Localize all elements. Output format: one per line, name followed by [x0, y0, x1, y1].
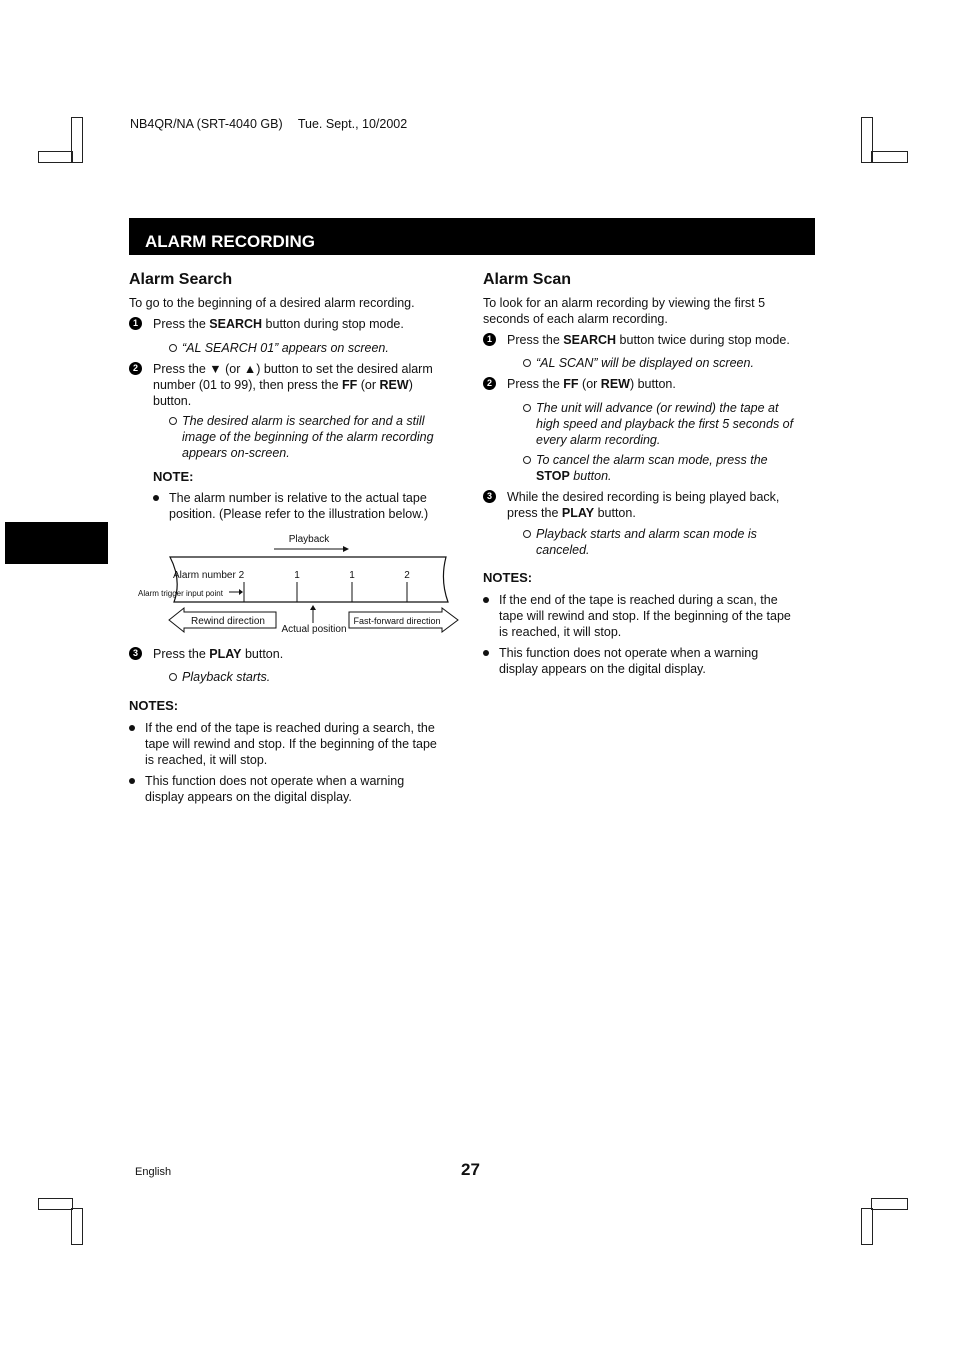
- search-button-label: SEARCH: [563, 333, 617, 347]
- down-arrow-icon: ▼: [209, 362, 222, 376]
- doc-date: Tue. Sept., 10/2002: [297, 117, 408, 131]
- playback-label: Playback: [288, 534, 330, 545]
- crop-mark-bottom-left-v: [71, 1208, 83, 1245]
- fastforward-label: Fast-forward direction: [353, 616, 441, 626]
- footer-language: English: [135, 1166, 172, 1178]
- actual-position-label: Actual position: [281, 624, 347, 635]
- step-number: 3: [129, 647, 142, 660]
- trigger-label: Alarm trigger input point: [138, 589, 223, 598]
- alarm-search-title: Alarm Search: [129, 271, 233, 288]
- playback-arrow-head: [343, 546, 349, 552]
- search-button-label: SEARCH: [209, 317, 263, 331]
- page-number: 27: [461, 1160, 480, 1179]
- search-note-heading: NOTE:: [153, 469, 194, 484]
- step-number: 3: [483, 490, 496, 503]
- section-banner: [129, 218, 815, 255]
- step-number: 1: [129, 317, 142, 330]
- tape-number-3: 2: [404, 570, 410, 581]
- step-number: 1: [483, 333, 496, 346]
- alarm-scan-title: Alarm Scan: [483, 271, 572, 288]
- alarm-search-intro: To go to the beginning of a desired alarm recording.: [129, 296, 415, 310]
- rewind-label: Rewind direction: [191, 616, 265, 627]
- step-number: 2: [129, 362, 142, 375]
- tape-number-1: 1: [294, 570, 300, 581]
- crop-mark-bottom-left-h: [38, 1198, 73, 1210]
- side-tab: [5, 522, 108, 564]
- tape-diagram-svg: [136, 530, 462, 640]
- alarm-scan-intro: To look for an alarm recording by viewing the first 5 seconds of each alarm recording.: [483, 296, 766, 326]
- up-arrow-icon: ▲: [243, 362, 257, 376]
- alarm-scan-section: Alarm Scan To look for an alarm recording by viewing the first 5 seconds of each alarm recording. 1 Press the SEARCH button twice during stop mode. “AL SCAN” will be displayed on screen. 2 Press the FF (or REW) button. The unit will advance (or rewind) the tape at high speed and playback the first 5 seconds of every alarm recording. To cancel the alarm scan mode, press the STOP button. 3 While the desired recording is being played back, press the PLAY button. Playback starts and alarm scan mode is canceled. NOTES: If the end of the tape is reached during a scan, the tape will rewind and stop. If the beginning of the tape is reached, it will stop. This function does not operate when a warning display appears on the digital display.: [483, 270, 815, 690]
- search-notes-heading: NOTES:: [129, 698, 179, 713]
- stop-button-label: STOP: [536, 469, 570, 483]
- crop-mark-top-left-h: [38, 151, 73, 163]
- scan-notes-heading: NOTES:: [483, 570, 533, 585]
- step-number: 2: [483, 377, 496, 390]
- trigger-arrow-head: [239, 589, 243, 595]
- crop-mark-bottom-right-v: [861, 1208, 873, 1245]
- tape-number-2: 1: [349, 570, 355, 581]
- doc-code: NB4QR/NA (SRT-4040 GB): [130, 117, 283, 131]
- play-button-label: PLAY: [561, 506, 595, 520]
- crop-mark-bottom-right-h: [871, 1198, 908, 1210]
- tape-position-diagram: [136, 530, 462, 645]
- alarm-number-label: Alarm number 2: [173, 570, 245, 581]
- alarm-search-section: Alarm Search To go to the beginning of a desired alarm recording. 1 Press the SEARCH button during stop mode. “AL SEARCH 01” appears on screen. 2 Press the ▼ (or ▲) button to set the desired alarm number (01 to 99), then press the FF (or REW) button. The desired alarm is searched for and a still image of the beginning of the alarm recording appears on-screen. NOTE: The alarm number is relative to the actual tape position. (Please refer to the illustration below.) 3 Press the PLAY button. Playback starts. NOTES: If the end of the tape is reached during a search, the tape will rewind and stop. If the beginning of the tape is reached, it will stop. This function does not operate when a warning display appears on the digital display.: [129, 271, 437, 804]
- crop-mark-top-right-h: [871, 151, 908, 163]
- banner-title: ALARM RECORDING: [145, 232, 315, 251]
- play-button-label: PLAY: [209, 647, 242, 661]
- actual-position-arrow-head: [310, 605, 316, 610]
- document-header: [130, 117, 419, 131]
